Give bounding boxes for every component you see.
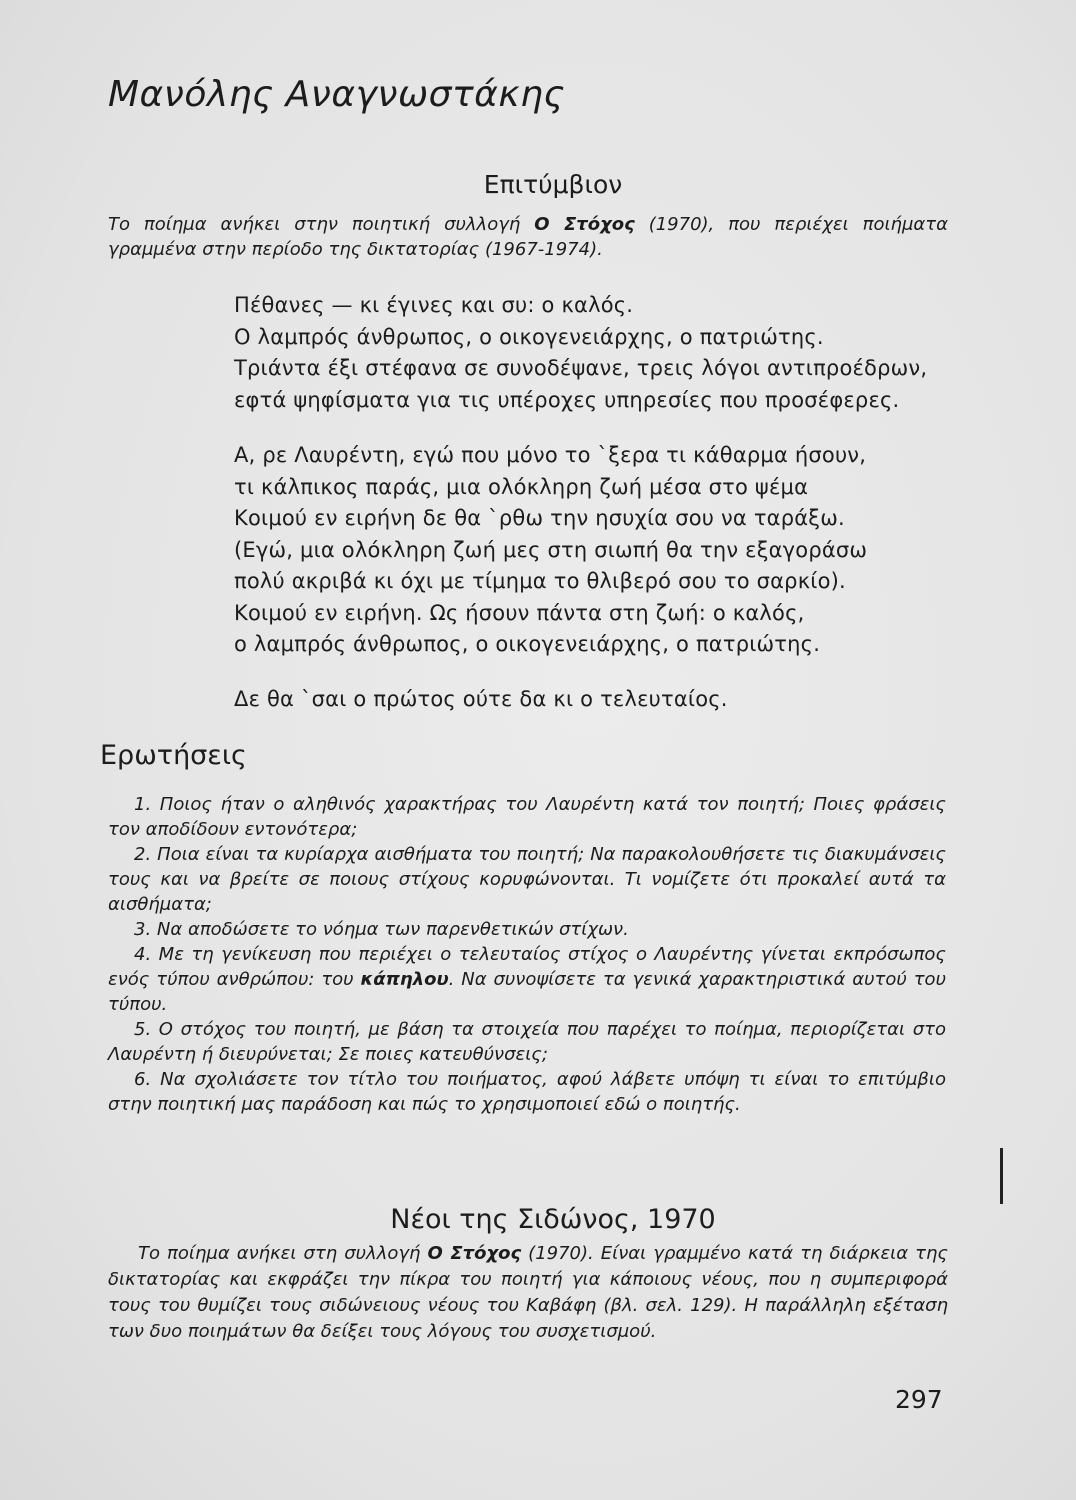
stanza-1 [234,290,954,416]
verse-line: εφτά ψηφίσματα για τις υπέροχες υπηρεσίες που προσέφερες. [234,387,900,412]
stanza-2 [234,440,954,661]
question-emphasis: κάπηλου [360,969,449,990]
collection-title: Ο Στόχος [534,214,635,235]
section-intro [108,1241,948,1345]
stanza-3 [234,684,954,716]
collection-title: Ο Στόχος [427,1243,522,1264]
question-text-before: 4. Με τη γενίκευση που περιέχει ο τελευταίος στίχος ο Λαυρέντης γίνεται εκπρόσωπος ενός τύπου ανθρώπου: του [108,944,946,990]
verse-line: τι κάλπικος παράς, μια ολόκληρη ζωή μέσα στο ψέμα [234,474,809,499]
questions-heading: Ερωτήσεις [100,740,247,771]
verse-line: Κοιμού εν ειρήνη. Ως ήσουν πάντα στη ζωή: ο καλός, [234,600,805,625]
page-number: 297 [895,1385,943,1414]
poem-intro-before: Το ποίημα ανήκει στην ποιητική συλλογή [108,214,535,235]
author-name: Μανόλης Αναγνωστάκης [108,74,566,115]
question-item: 1. Ποιος ήταν ο αληθινός χαρακτήρας του Λαυρέντη κατά τον ποιητή; Ποιες φράσεις τον αποδίδουν εντονότερα; [108,794,946,840]
question-item: 3. Να αποδώσετε το νόημα των παρενθετικών στίχων. [134,919,629,940]
question-item [108,942,946,1017]
margin-mark [1000,1148,1003,1204]
section-intro-after: (1970). Είναι γραμμένο κατά τη διάρκεια της δικτατορίας και εκφράζει την πίκρα του ποιητή για κάποιους νέους, που η συμπεριφορά τους του θυμίζει τους σιδώνειους νέους του Καβάφη (βλ. σελ. 129). Η παράλληλη εξέταση των δυο ποιημάτων θα δείξει τους λόγους του συσχετισμού. [108,1243,948,1342]
question-item: 6. Να σχολιάσετε τον τίτλο του ποιήματος, αφού λάβετε υπόψη τι είναι το επιτύμβιο στην ποιητική μας παράδοση και πώς το χρησιμοποιεί εδώ ο ποιητής. [108,1069,946,1115]
questions-list [108,792,946,1117]
verse-line: ο λαμπρός άνθρωπος, ο οικογενειάρχης, ο πατριώτης. [234,632,821,656]
verse-line: Ο λαμπρός άνθρωπος, ο οικογενειάρχης, ο πατριώτης. [234,324,824,349]
verse-line: (Εγώ, μια ολόκληρη ζωή μες στη σιωπή θα την εξαγοράσω [234,537,868,562]
section-title: Νέοι της Σιδώνος, 1970 [390,1204,716,1235]
question-item: 5. Ο στόχος του ποιητή, με βάση τα στοιχεία που παρέχει το ποίημα, περιορίζεται στο Λαυρέντη ή διευρύνεται; Σε ποιες κατευθύνσεις; [108,1019,946,1065]
verse-line: Α, ρε Λαυρέντη, εγώ που μόνο το `ξερα τι κάθαρμα ήσουν, [234,443,867,467]
question-text-after: . Να συνοψίσετε τα γενικά χαρακτηριστικά αυτού του τύπου. [108,969,946,1015]
poem-intro-after: (1970), που περιέχει ποιήματα γραμμένα στην περίοδο της δικτατορίας (1967-1974). [108,214,948,260]
verse-line: Τριάντα έξι στέφανα σε συνοδέψανε, τρεις λόγοι αντιπροέδρων, [234,356,928,380]
poem-title: Επιτύμβιον [483,170,623,199]
verse-line: Πέθανες — κι έγινες και συ: ο καλός. [234,293,634,317]
section-intro-before: Το ποίημα ανήκει στη συλλογή [138,1243,428,1264]
question-item: 2. Ποια είναι τα κυρίαρχα αισθήματα του ποιητή; Να παρακολουθήσετε τις διακυμάνσεις τους και να βρείτε σε ποιους στίχους κορυφώνονται. Τι νομίζετε ότι προκαλεί αυτά τα αισθήματα; [108,844,946,915]
verse-line: πολύ ακριβά κι όχι με τίμημα το θλιβερό σου το σαρκίο). [234,569,846,593]
poem-intro [108,212,948,262]
verse-line: Δε θα `σαι ο πρώτος ούτε δα κι ο τελευταίος. [234,687,728,711]
verse-line: Κοιμού εν ειρήνη δε θα `ρθω την ησυχία σου να ταράξω. [234,506,845,530]
